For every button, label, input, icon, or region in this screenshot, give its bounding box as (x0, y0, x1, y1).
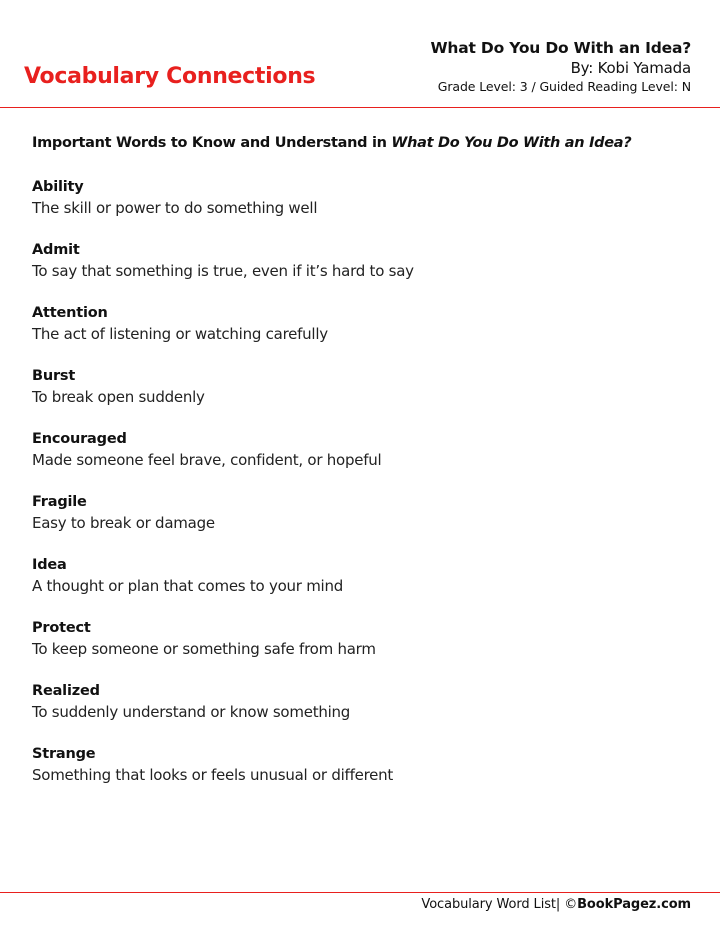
vocabulary-definition: Made someone feel brave, confident, or hopeful (32, 451, 382, 469)
vocabulary-term: Fragile (32, 494, 87, 510)
vocabulary-definition: To suddenly understand or know something (32, 703, 351, 721)
vocabulary-term: Idea (32, 557, 67, 573)
vocabulary-definition: The skill or power to do something well (32, 199, 318, 217)
footer-label: Vocabulary Word List| © (421, 897, 578, 912)
vocabulary-entry (32, 303, 692, 366)
intro-book-title: What Do You Do With an Idea? (391, 135, 632, 151)
vocabulary-entry (32, 555, 692, 618)
vocabulary-term: Protect (32, 620, 91, 636)
book-info (431, 38, 691, 96)
vocabulary-term: Strange (32, 746, 96, 762)
vocabulary-definition: A thought or plan that comes to your mind (32, 577, 344, 595)
vocabulary-entry (32, 492, 692, 555)
vocabulary-entry (32, 681, 692, 744)
vocabulary-entry (32, 429, 692, 492)
vocabulary-definition: To keep someone or something safe from harm (32, 640, 376, 658)
vocabulary-entry (32, 618, 692, 681)
vocabulary-definition: To break open suddenly (32, 388, 205, 406)
vocabulary-entry (32, 366, 692, 429)
vocabulary-term: Encouraged (32, 431, 127, 447)
intro-heading (32, 135, 631, 151)
vocabulary-entry (32, 744, 692, 807)
vocabulary-term: Ability (32, 179, 84, 195)
page-title: Vocabulary Connections (24, 64, 316, 89)
book-title: What Do You Do With an Idea? (430, 39, 691, 57)
vocabulary-entry (32, 177, 692, 240)
word-list (32, 177, 692, 807)
vocabulary-definition: The act of listening or watching carefully (32, 325, 328, 343)
header-divider (0, 107, 720, 108)
footer-brand: BookPagez.com (577, 897, 691, 912)
vocabulary-entry (32, 240, 692, 303)
book-author: By: Kobi Yamada (570, 59, 691, 77)
vocabulary-term: Admit (32, 242, 80, 258)
vocabulary-term: Realized (32, 683, 100, 699)
vocabulary-term: Attention (32, 305, 108, 321)
vocabulary-definition: Something that looks or feels unusual or different (32, 766, 394, 784)
footer (421, 897, 691, 912)
vocabulary-definition: To say that something is true, even if it’s hard to say (32, 262, 414, 280)
reading-levels: Grade Level: 3 / Guided Reading Level: N (437, 79, 691, 94)
footer-divider (0, 892, 720, 893)
intro-prefix: Important Words to Know and Understand in (32, 135, 392, 151)
vocabulary-term: Burst (32, 368, 76, 384)
vocabulary-definition: Easy to break or damage (32, 514, 215, 532)
